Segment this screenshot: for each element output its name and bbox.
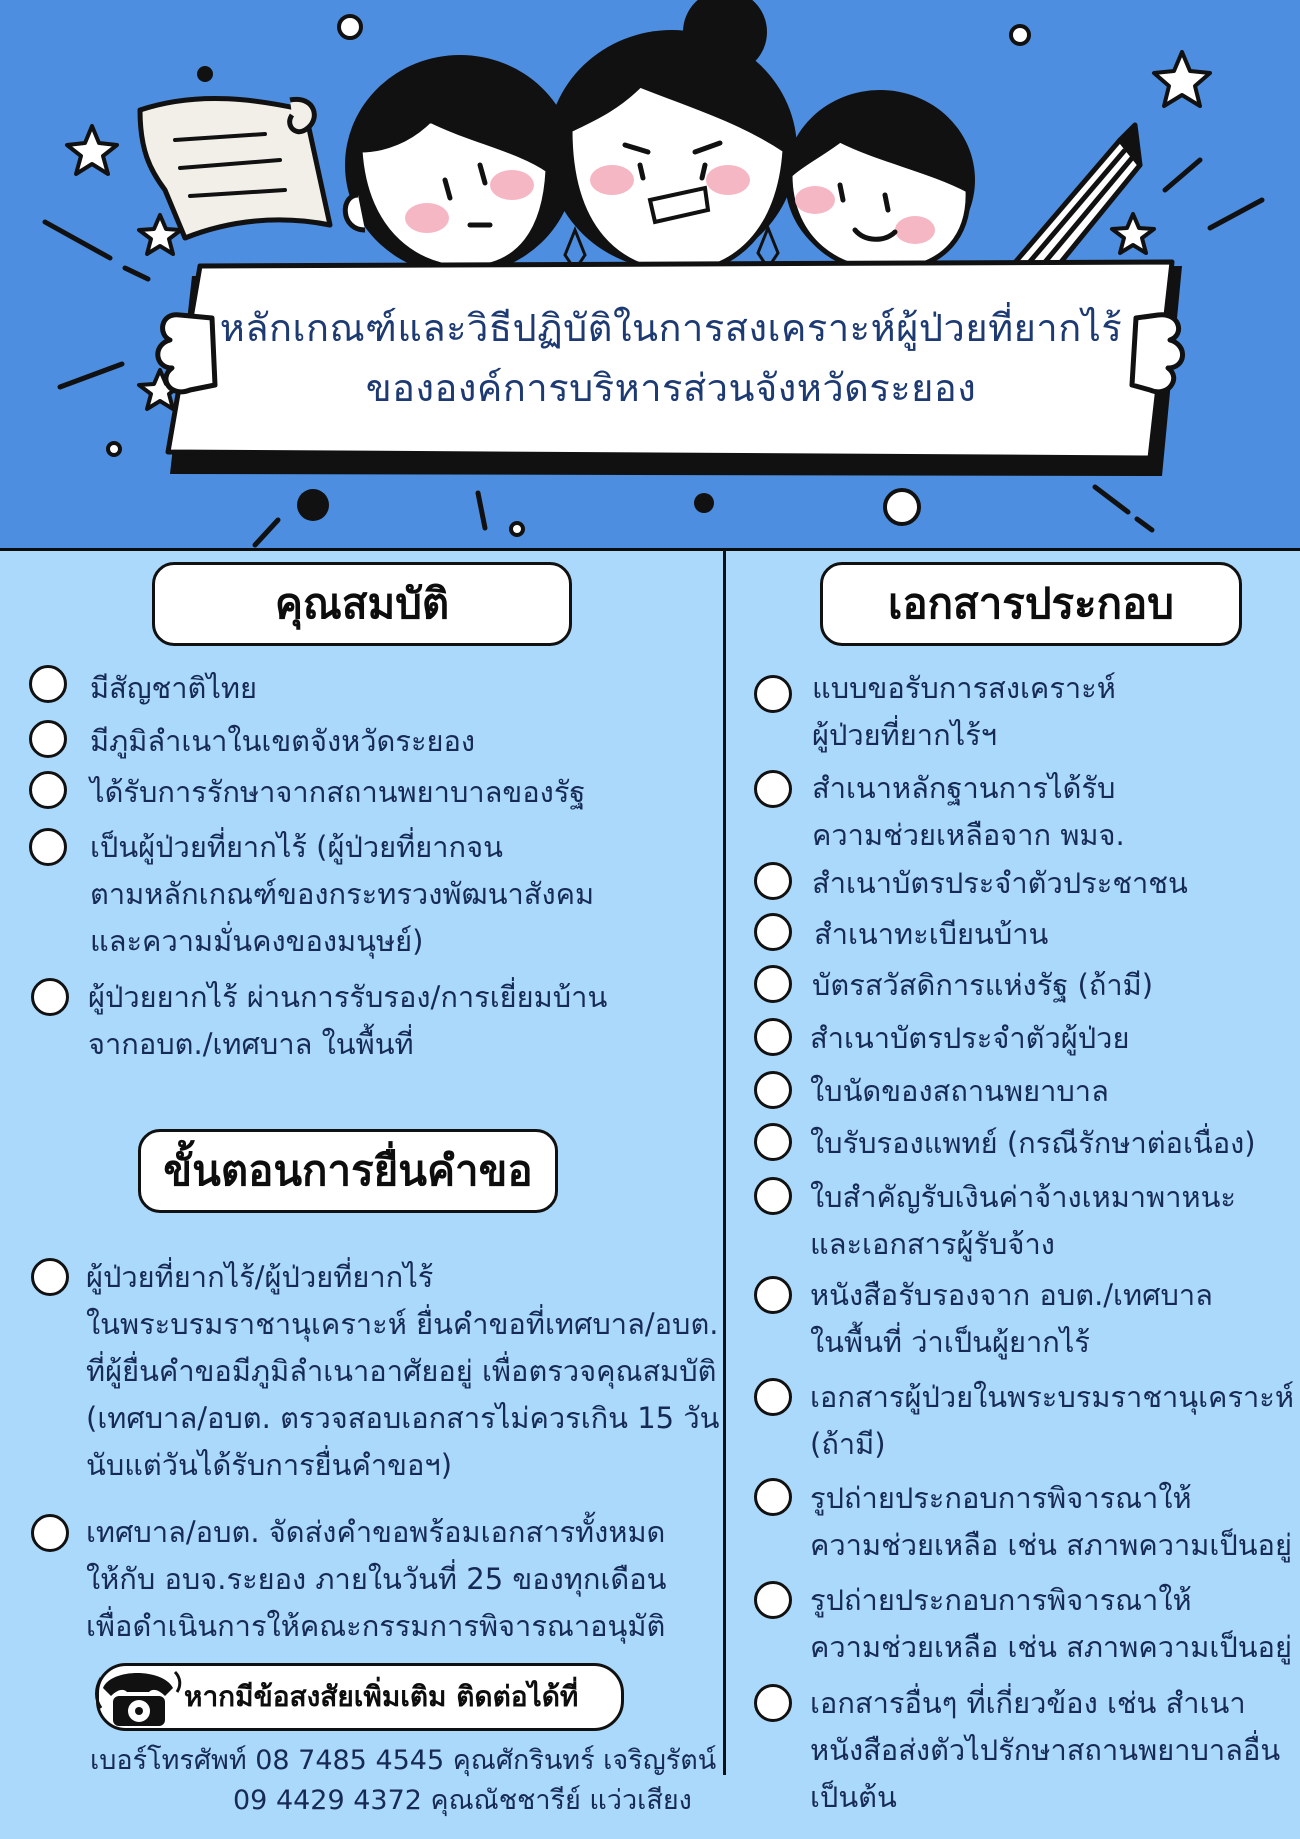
checkbox-circle — [754, 1276, 792, 1314]
girl-character — [547, 0, 797, 272]
page-title-line-1: หลักเกณฑ์และวิธีปฏิบัติในการสงเคราะห์ผู้ป่วยที่ยากไร้ — [219, 306, 1123, 350]
contact-banner — [96, 1663, 624, 1731]
column-divider — [723, 550, 726, 1775]
document-item: เอกสารอื่นๆ ที่เกี่ยวข้อง เช่น สำเนา หนังสือส่งตัวไปรักษาสถานพยาบาลอื่น เป็นต้น — [810, 1686, 1281, 1814]
document-item: สำเนาหลักฐานการได้รับ ความช่วยเหลือจาก พมจ. — [812, 771, 1125, 852]
document-item: บัตรสวัสดิการแห่งรัฐ (ถ้ามี) — [812, 968, 1154, 1002]
checkbox-circle — [754, 862, 792, 900]
document-item: สำเนาทะเบียนบ้าน — [814, 917, 1049, 951]
child-character — [785, 90, 975, 270]
procedure-item: เทศบาล/อบต. จัดส่งคำขอพร้อมเอกสารทั้งหมด ให้กับ อบจ.ระยอง ภายในวันที่ 25 ของทุกเดือน เพื่อดำเนินการให้คณะกรรมการพิจารณาอนุมัติ — [86, 1515, 667, 1643]
document-item: เอกสารผู้ป่วยในพระบรมราชานุเคราะห์ (ถ้ามี) — [810, 1380, 1294, 1461]
documents-heading: เอกสารประกอบ — [820, 562, 1242, 646]
checkbox-circle — [754, 675, 792, 713]
checkbox-circle — [29, 828, 67, 866]
document-item: ใบนัดของสถานพยาบาล — [810, 1074, 1109, 1108]
qualification-item: ได้รับการรักษาจากสถานพยาบาลของรัฐ — [90, 775, 586, 809]
document-item: รูปถ่ายประกอบการพิจารณาให้ ความช่วยเหลือ เช่น สภาพความเป็นอยู่ — [810, 1583, 1292, 1664]
title-banner — [172, 270, 1170, 446]
checkbox-circle — [754, 965, 792, 1003]
phone-number-line-1: เบอร์โทรศัพท์ 08 7485 4545 คุณศักรินทร์ เจริญรัตน์ — [90, 1745, 717, 1776]
page-title-line-2: ขององค์การบริหารส่วนจังหวัดระยอง — [365, 366, 977, 410]
procedure-heading: ขั้นตอนการยื่นคำขอ — [138, 1129, 558, 1213]
boy-character — [345, 55, 575, 275]
document-item: ใบรับรองแพทย์ (กรณีรักษาต่อเนื่อง) — [810, 1126, 1256, 1160]
checkbox-circle — [754, 770, 792, 808]
document-item: ใบสำคัญรับเงินค่าจ้างเหมาพาหนะ และเอกสารผู้รับจ้าง — [810, 1180, 1237, 1261]
qualification-item: มีสัญชาติไทย — [90, 671, 258, 705]
qualification-item: เป็นผู้ป่วยที่ยากไร้ (ผู้ป่วยที่ยากจน ตามหลักเกณฑ์ของกระทรวงพัฒนาสังคม และความมั่นคงของมนุษย์) — [90, 830, 595, 958]
document-item: รูปถ่ายประกอบการพิจารณาให้ ความช่วยเหลือ เช่น สภาพความเป็นอยู่ — [810, 1481, 1292, 1562]
checkbox-circle — [754, 1581, 792, 1619]
checkbox-circle — [754, 1071, 792, 1109]
checkbox-circle — [31, 1258, 69, 1296]
checkbox-circle — [754, 1378, 792, 1416]
document-item: สำเนาบัตรประจำตัวประชาชน — [812, 866, 1188, 900]
checkbox-circle — [31, 978, 69, 1016]
checkbox-circle — [754, 1478, 792, 1516]
header-illustration — [0, 0, 1300, 551]
qualification-item: มีภูมิลำเนาในเขตจังหวัดระยอง — [90, 724, 476, 758]
checkbox-circle — [31, 1514, 69, 1552]
checkbox-circle — [29, 665, 67, 703]
qualification-item: ผู้ป่วยยากไร้ ผ่านการรับรอง/การเยี่ยมบ้าน จากอบต./เทศบาล ในพื้นที่ — [88, 980, 608, 1061]
document-item: แบบขอรับการสงเคราะห์ ผู้ป่วยที่ยากไร้ฯ — [812, 671, 1116, 752]
checkbox-circle — [29, 720, 67, 758]
checkbox-circle — [29, 771, 67, 809]
checkbox-circle — [754, 1684, 792, 1722]
paper-scroll-icon — [140, 98, 330, 238]
document-item: หนังสือรับรองจาก อบต./เทศบาล ในพื้นที่ ว่าเป็นผู้ยากไร้ — [810, 1278, 1213, 1359]
checkbox-circle — [754, 1018, 792, 1056]
checkbox-circle — [754, 1123, 792, 1161]
checkbox-circle — [754, 1177, 792, 1215]
telephone-icon — [93, 1658, 183, 1734]
checkbox-circle — [754, 913, 792, 951]
qualifications-heading: คุณสมบัติ — [152, 562, 572, 646]
procedure-item: ผู้ป่วยที่ยากไร้/ผู้ป่วยที่ยากไร้ ในพระบรมราชานุเคราะห์ ยื่นคำขอที่เทศบาล/อบต. ที่ผู้ยื่นคำขอมีภูมิลำเนาอาศัยอยู่ เพื่อตรวจคุณสมบัติ (เทศบาล/อบต. ตรวจสอบเอกสารไม่ควรเกิน 15 วัน นับแต่วันได้รับการยื่นคำขอฯ) — [86, 1260, 720, 1482]
document-item: สำเนาบัตรประจำตัวผู้ป่วย — [810, 1021, 1130, 1055]
contact-label: หากมีข้อสงสัยเพิ่มเติม ติดต่อได้ที่ — [184, 1680, 579, 1713]
phone-number-line-2: 09 4429 4372 คุณณัชชารีย์ แว่วเสียง — [233, 1785, 692, 1816]
